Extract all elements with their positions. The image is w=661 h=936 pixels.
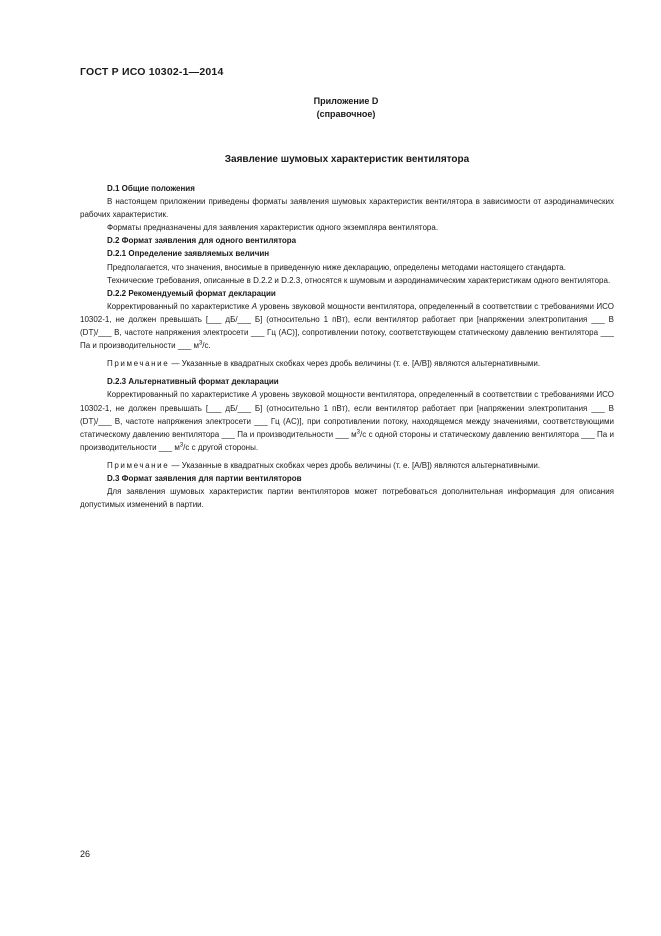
document-title: Заявление шумовых характеристик вентилятора (224, 154, 470, 165)
paragraph-d21-1: Предполагается, что значения, вносимые в приведенную ниже декларацию, определены методами настоящего стандарта. (107, 262, 566, 272)
text-run: Корректированный по характеристике (107, 390, 252, 400)
italic-symbol: A (251, 301, 258, 311)
text-run: уровень звуковой мощности вентилятора, определенный в соответствии с требованиями ИСО 10302-1, не должен превышать [___ дБ/___ Б] (относительно 1 пВт), если вентилятор работает при [напряжении электропитания ___ В (DT)/___ В, частоте напряжения электросети ___ Гц (AC)], при сопротивлении потоку, находящемся между значениями, соответствующими статическому давлению вентилятора ___ Па и производительности ___ м (80, 390, 615, 439)
paragraph-d23-1 (80, 388, 614, 453)
annex-title: Приложение D (313, 96, 379, 106)
standard-header: ГОСТ Р ИСО 10302-1—2014 (80, 66, 224, 78)
section-heading-d2: D.2 Формат заявления для одного вентилятора (107, 236, 297, 246)
note-label: Примечание (107, 359, 170, 369)
note-1 (80, 357, 614, 370)
section-heading-d21: D.2.1 Определение заявляемых величин (107, 249, 270, 259)
note-label: Примечание (107, 460, 170, 470)
paragraph-d3-1: Для заявления шумовых характеристик партии вентиляторов может потребоваться дополнительная информация для описания допустимых изменений в партии. (80, 487, 614, 510)
paragraph-d1-2: Форматы предназначены для заявления характеристик одного экземпляра вентилятора. (107, 223, 439, 233)
annex-subtitle: (справочное) (316, 109, 376, 119)
paragraph-d1-1: В настоящем приложении приведены форматы заявления шумовых характеристик вентилятора в зависимости от аэродинамических рабочих характеристик. (80, 197, 614, 220)
text-run: уровень звуковой мощности вентилятора, определенный в соответствии с требованиями ИСО 10302-1, не должен превышать [___ дБ/___ Б] (относительно 1 пВт), если вентилятор работает при [напряжении электропитания ___ В (DT)/___ В, частоте напряжения электросети ___ Гц (AC)], сопротивлении потоку, соответствующем статическому давлению вентилятора ___ Па и производительности ___ м (80, 301, 615, 351)
text-run: /с. (202, 341, 211, 351)
note-text: — Указанные в квадратных скобках через дробь величины (т. е. [А/В]) являются альтернативными. (169, 460, 541, 470)
text-run: /с с другой стороны. (183, 442, 259, 452)
superscript: 3 (179, 442, 184, 449)
italic-symbol: A (251, 390, 258, 400)
superscript: 3 (198, 340, 203, 347)
superscript: 3 (356, 429, 360, 436)
paragraph-d21-2: Технические требования, описанные в D.2.2 и D.2.3, относятся к шумовым и аэродинамическим характеристикам одного вентилятора. (107, 275, 611, 285)
section-heading-d3: D.3 Формат заявления для партии вентиляторов (107, 473, 302, 483)
paragraph-d22-1 (80, 300, 614, 352)
section-heading-d22: D.2.2 Рекомендуемый формат декларации (107, 288, 276, 298)
note-text: — Указанные в квадратных скобках через дробь величины (т. е. [А/В]) являются альтернативными. (169, 359, 541, 369)
page-number: 26 (80, 849, 91, 859)
section-heading-d23: D.2.3 Альтернативный формат декларации (107, 377, 279, 387)
document-body (80, 182, 614, 511)
text-run: Корректированный по характеристике (107, 301, 252, 311)
section-heading-d1: D.1 Общие положения (107, 184, 195, 193)
note-2 (80, 459, 614, 472)
text-run: /с с одной стороны и статическому давлению вентилятора ___ Па и производительности ___ м (80, 429, 615, 452)
